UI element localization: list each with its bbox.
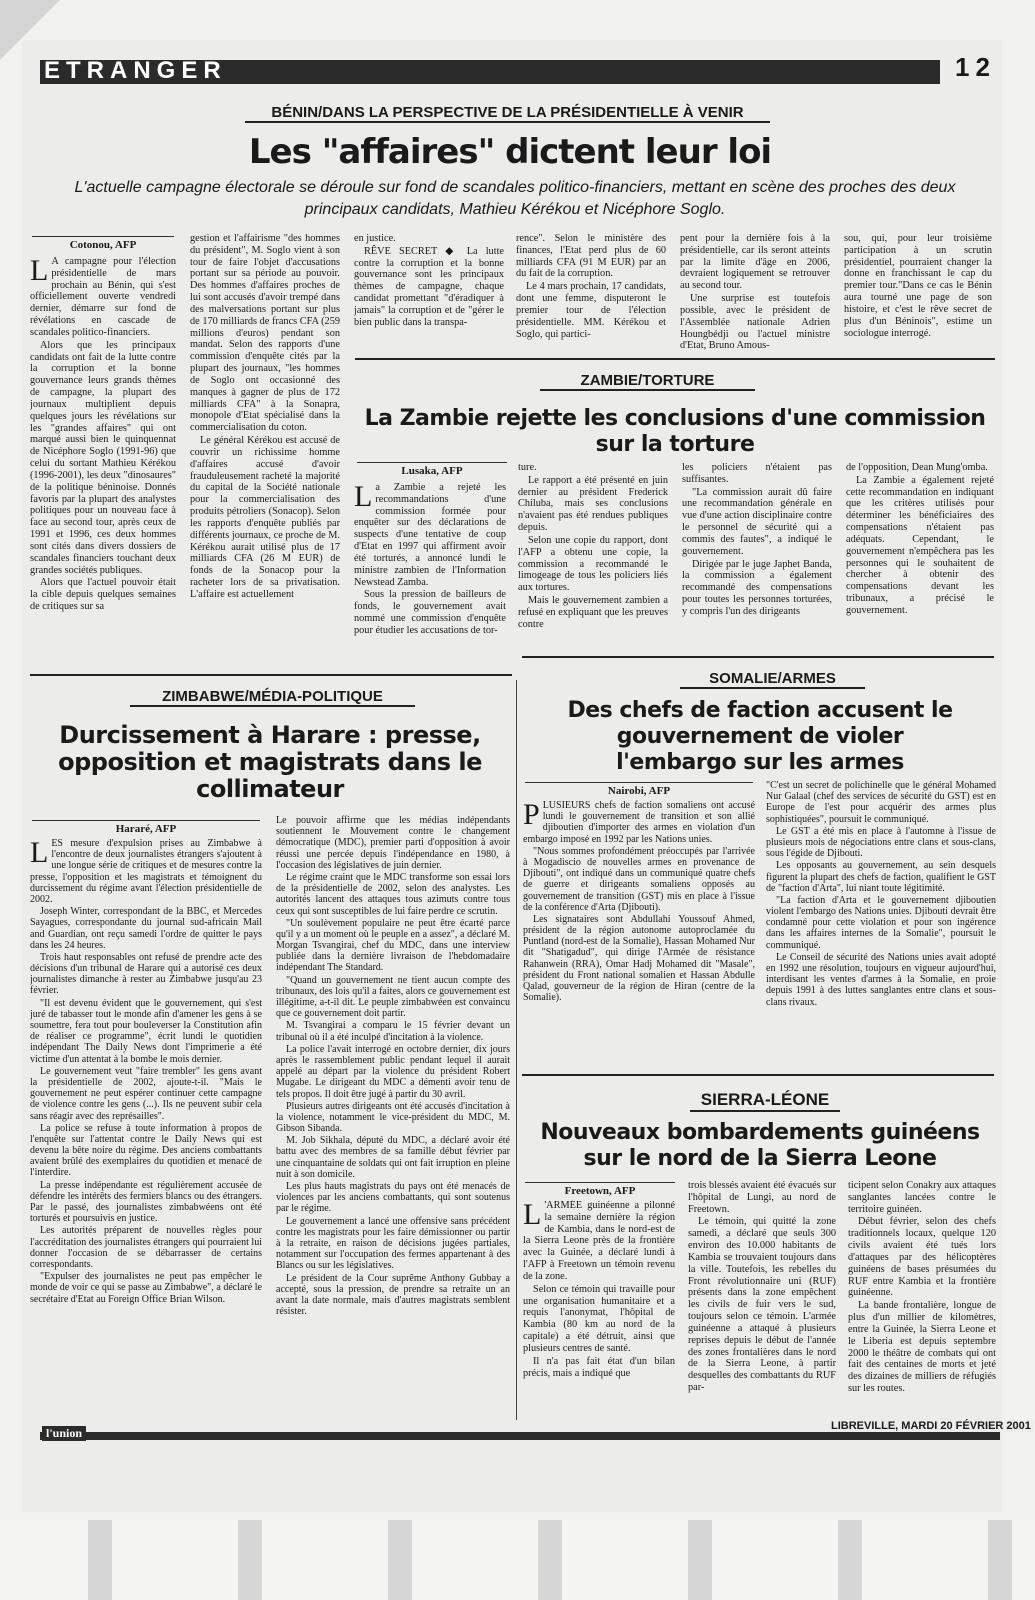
benin-kicker: BÉNIN/DANS LA PERSPECTIVE DE LA PRÉSIDENTIELLE À VENIR <box>245 104 770 123</box>
zimbabwe-col2-p6: La police l'avait interrogé en octobre dernier, dix jours après le rassemblement public pendant lequel il aurait appelé au départ par la violence du président Robert Mugabe. Le dirigeant du MDC a démenti avoir tenu de tels propos. Il doit être jugé à partir du 30 avril. <box>276 1043 510 1100</box>
sierra-column-3 <box>848 1180 996 1416</box>
benin-zambie-rule <box>355 358 995 360</box>
sierra-column-1 <box>523 1200 675 1416</box>
somalie-col2-p2: Le GST a été mis en place à l'automne à l'issue de plusieurs mois de négociations entre clans et sous-clans, sous l'égide de Djibouti. <box>766 825 996 860</box>
somalie-col1-p3: Les signataires sont Abdullahi Youssouf Ahmed, président de la région autonome autoproclamée du Puntland (nord-est de la Somalie), Hassan Mohamed Nur dit "Shatigadud", qui dirige l'Armée de résistance Rahanwein (RRA), Omar Hadj Mohamed dit "Masale", président du Front national somalien et Hassan Abdulle Qalad, gouverneur de la région de Hiran (centre de la Somalie). <box>523 913 755 1004</box>
drop-cap: L <box>30 838 49 869</box>
sierra-rule <box>522 1074 994 1076</box>
sierra-dateline: Freetown, AFP <box>525 1182 675 1197</box>
zimbabwe-col2-p1: Le pouvoir affirme que les médias indépendants soutiennent le Mouvement contre le changement démocratique (MDC), premier parti d'opposition à avoir réussi une percée depuis l'indépendance en 1980, à l'occasion des législatives de juin dernier. <box>276 815 510 871</box>
zimbabwe-col1-p3: Trois haut responsables ont refusé de prendre acte des décisions d'un tribunal de Harare qui a autorisé ces deux journalistes dimanche à rester au Zimbabwe jusqu'au 23 février. <box>30 951 262 997</box>
footer-paper-name: l'union <box>42 1426 86 1441</box>
background-fence <box>0 1520 1035 1600</box>
zambie-col4-p1: de l'opposition, Dean Mung'omba. <box>846 462 988 473</box>
zimbabwe-col2-p3: "Un soulèvement populaire ne peut être écarté parce qu'il y a un moment où le peuple en a assez", a déclaré M. Morgan Tsvangirai, chef du MDC, dans une interview publiée dans la dernière livraison de l'hebdomadaire indépendant The Standard. <box>276 917 510 974</box>
somalie-column-2 <box>766 780 996 1068</box>
zimbabwe-col2-p5: M. Tsvangirai a comparu le 15 février devant un tribunal où il a été inculpé d'incitation à la violence. <box>276 1020 510 1043</box>
sierra-col1-p2: Selon ce témoin qui travaille pour une organisation humanitaire et a requis l'anonymat, l'hôpital de Kambia (80 km au nord de la capitale) a été détruit, ainsi que plusieurs centres de santé. <box>523 1283 675 1354</box>
zimbabwe-col2-p2: Le régime craint que le MDC transforme son essai lors de la présidentielle de 2002, selon des analystes. Les autorités lancent des attaques tous azimuts contre tous ceux qui sont susceptibles de lui faire perdre ce scrutin. <box>276 871 510 917</box>
drop-cap: L <box>354 482 373 513</box>
sierra-headline: Nouveaux bombardements guinéens sur le nord de la Sierra Leone <box>540 1120 980 1171</box>
zambie-col4-p2: La Zambie a également rejeté cette recommandation en indiquant que les critères utilisés pour déterminer les bénéficiaires des compensations n'étaient pas adéquats. Cependant, le gouvernement n'empêchera pas les personnes qui le souhaitent de chercher à obtenir des compensations devant les tribunaux, a précisé le gouvernement. <box>846 474 994 616</box>
benin-column-1 <box>30 256 176 666</box>
page-number: 12 <box>955 52 996 82</box>
zimbabwe-col2-p11: Le président de la Cour suprême Anthony Gubbay a accepté, sous la pression, de prendre sa retraite un an avant la date normale, mais d'autres magistrats semblent résister. <box>276 1272 510 1318</box>
zambie-dateline: Lusaka, AFP <box>357 462 507 477</box>
zambie-col2-p3: Selon une copie du rapport, dont l'AFP a obtenu une copie, la commission a recommandé le limogeage de tous les policiers liés aux tortures. <box>518 534 668 594</box>
zimbabwe-col1-p1: ES mesure d'expulsion prises au Zimbabwe à l'encontre de deux journalistes étrangers s'ajoutent à une longue série de critiques et de mesures contre la presse, l'opposition et les magistrats et témoignent du durcissement du régime avant l'élection présidentielle de 2002. <box>30 838 262 905</box>
benin-col2-p2: Le général Kérékou est accusé de couvrir un richissime homme d'affaires accusé d'avoir frauduleusement racheté la majorité du capital de la Société nationale pour la commercialisation des produits pétroliers (Sonacop). Selon les rapports d'enquête publiés par différents journaux, ce proche de M. Kérékou aurait utilisé plus de 17 milliards CFA (26 M EUR) de fonds de la Sonacop pour la racheter lors de sa privatisation. L'affaire est actuellement <box>190 435 340 600</box>
zambie-column-3 <box>682 462 832 662</box>
sierra-column-2 <box>688 1180 836 1416</box>
zambie-col2-p2: Le rapport a été présenté en juin dernier au président Frederick Chiluba, mais ses conclusions n'avaient pas été rendues publiques depuis. <box>518 474 668 534</box>
zimbabwe-column-1 <box>30 838 262 1418</box>
benin-column-4 <box>516 233 666 353</box>
zimbabwe-col1-p9: "Expulser des journalistes ne peut pas empêcher le monde de voir ce qui se passe au Zimbabwe", a déclaré le secrétaire d'Etat au Foreign Office Brian Wilson. <box>30 1271 262 1305</box>
zimbabwe-rule <box>30 674 512 676</box>
zambie-column-2 <box>518 462 668 662</box>
benin-col4-p2: Le 4 mars prochain, 17 candidats, dont une femme, disputeront le premier tour de l'élection présidentielle. MM. Kérékou et Soglo, qui partici- <box>516 281 666 340</box>
zimbabwe-headline: Durcissement à Harare : presse, opposition et magistrats dans le collimateur <box>58 721 482 803</box>
somalie-headline: Des chefs de faction accusent le gouvernement de violer l'embargo sur les armes <box>567 698 953 775</box>
somalie-col2-p5: Le Conseil de sécurité des Nations unies avait adopté en 1992 une résolution, toujours en vigueur aujourd'hui, interdisant les ventes d'armes à la Somalie, en proie depuis 1991 à des luttes sanglantes entre clans et sous-clans rivaux. <box>766 951 996 1008</box>
zimbabwe-col2-p7: Plusieurs autres dirigeants ont été accusés d'incitation à la violence, notamment le vice-président du MDC, M. Gibson Sibanda. <box>276 1100 510 1135</box>
benin-col5-p2: Une surprise est toutefois possible, avec le président de l'Assemblée nationale Adrien Houngbédji ou l'actuel ministre d'Etat, Bruno Amous- <box>680 293 830 352</box>
footer-date: LIBREVILLE, MARDI 20 FÉVRIER 2001 <box>828 1420 1034 1432</box>
somalie-col1-p2: "Nous sommes profondément préoccupés par l'arrivée à Mogadiscio de nouvelles armes en provenance de Djibouti", ont indiqué dans un communiqué quatre chefs de guerre et dirigeants somaliens opposés au gouvernement de transition (GST) mis en place à l'issue de la conférence d'Arta (Djibouti). <box>523 845 755 913</box>
somalie-column-1 <box>523 800 755 1068</box>
zimbabwe-column-2 <box>276 815 510 1418</box>
zambie-headline: La Zambie rejette les conclusions d'une commission sur la torture <box>364 406 986 458</box>
zambie-col3-p2: "La commission aurait dû faire une recommandation générale en vue d'une action disciplinaire contre le personnel de sécurité qui a commis des fautes", a indiqué le gouvernement. <box>682 486 832 557</box>
zimbabwe-col2-p9: Les plus hauts magistrats du pays ont été menacés de violences par les anciens combattants, qui sont soutenus par le régime. <box>276 1181 510 1215</box>
benin-column-3 <box>354 233 504 353</box>
zimbabwe-dateline: Hararé, AFP <box>32 820 260 835</box>
benin-column-5 <box>680 233 830 353</box>
benin-col1-p2: Alors que les principaux candidats ont fait de la lutte contre la corruption et la bonne gouvernance leurs grands thèmes de campagne, la plupart des journaux multiplient depuis quelques jours les révélations sur les "grandes affaires" qui ont marqué aussi bien le quinquennat de Nicéphore Soglo (1991-96) que celui du sortant Mathieu Kérékou (1996-2001), les deux "dinosaures" de la politique béninoise. Donnés favoris par la plupart des analystes politiques pour un nouveau face à face au second tour, après ceux de 1991 et 1996, ces deux hommes sont cités dans divers dossiers de scandales financiers touchant deux grandes sociétés publiques. <box>30 339 176 576</box>
footer-bar <box>40 1432 1000 1440</box>
benin-column-6 <box>844 233 992 353</box>
sierra-col3-p3: La bande frontalière, longue de plus d'un millier de kilomètres, entre la Guinée, la Sierra Leone et le Liberia est depuis septembre 2000 le théâtre de combats qui ont fait des centaines de morts et jeté des dizaines de milliers de réfugiés sur les routes. <box>848 1300 996 1395</box>
zambie-col1-p2: Sous la pression de bailleurs de fonds, le gouvernement avait nommé une commission d'enquête pour étudier les accusations de tor- <box>354 589 506 636</box>
benin-deck: L'actuelle campagne électorale se déroule sur fond de scandales politico-financiers, mettant en scène des proches des deux principaux candidats, Mathieu Kérékou et Nicéphore Soglo. <box>74 179 956 218</box>
benin-col1-p1: A campagne pour l'élection présidentielle de mars prochain au Bénin, qui s'est officiellement ouverte vendredi dernier, démarre sur fond de révélations en cascade de scandales politico-financiers. <box>30 256 176 338</box>
somalie-col2-p3: Les opposants au gouvernement, au sein desquels figurent la plupart des chefs de faction, qualifient le GST de "faction d'Arta", lui niant toute légitimité. <box>766 860 996 894</box>
benin-col2-p1: gestion et l'affairisme "des hommes du président", M. Soglo vient à son tour de faire l'objet d'accusations portant sur sa période au pouvoir. Des hommes d'affaires proches de lui sont accusés d'avoir trempé dans des malversations portant sur plus de 170 milliards de francs CFA (259 millions d'euros) pendant son mandat. Selon des rapports d'une commission d'enquête cités par la plupart des journaux, "les hommes de Soglo ont occasionné des manques à gagner de plus de 172 milliards CFA" à la Sonapra, monopole d'Etat spécialisé dans la commercialisation du coton. <box>190 233 340 434</box>
drop-cap: L <box>30 256 49 287</box>
benin-col4-p1: rence". Selon le ministère des finances, l'Etat perd plus de 60 milliards CFA (91 M EUR) par an du fait de la corruption. <box>516 233 666 280</box>
zimbabwe-col1-p7: La presse indépendante est régulièrement accusée de défendre les intérêts des fermiers blancs ou des étrangers. Par le passé, des journalistes zimbabwéens ont été torturés et poursuivis en justice. <box>30 1179 262 1225</box>
somalie-dateline: Nairobi, AFP <box>525 782 753 797</box>
sierra-col3-p1: ticipent selon Conakry aux attaques sanglantes lancées contre le territoire guinéen. <box>848 1180 996 1215</box>
zambie-column-4 <box>846 462 994 662</box>
somalie-col1-p1: LUSIEURS chefs de faction somaliens ont accusé lundi le gouvernement de transition et son allié djiboutien d'importer des armes en violation d'un embargo imposé en 1992 par les Nations unies. <box>523 800 755 845</box>
benin-dateline: Cotonou, AFP <box>32 236 174 251</box>
benin-col3-p2: RÊVE SECRET ◆ La lutte contre la corruption et la bonne gouvernance sont les principaux thèmes de campagne, chaque candidat promettant "d'éradiquer à jamais" la corruption et de "gérer le bien public dans la transpa- <box>354 245 504 328</box>
drop-cap: P <box>523 800 540 831</box>
benin-column-2 <box>190 233 340 663</box>
zimbabwe-kicker: ZIMBABWE/MÉDIA-POLITIQUE <box>130 688 415 707</box>
zimbabwe-col1-p2: Joseph Winter, correspondant de la BBC, et Mercedes Sayagues, correspondante du journal sud-africain Mail and Guardian, ont reçu samedi l'ordre de quitter le pays dans les 24 heures. <box>30 906 262 951</box>
zimbabwe-col1-p4: "Il est devenu évident que le gouvernement, qui s'est juré de tabasser tout le monde afin d'amener les gens à se soumettre, fera tout pour bouleverser la Constitution afin de réaliser ce programme", écrit lundi le quotidien indépendant The Daily News dont l'imprimerie a été victime d'un attentat à la bombe le mois dernier. <box>30 997 262 1065</box>
zambie-kicker: ZAMBIE/TORTURE <box>540 372 755 391</box>
zimbabwe-col1-p5: Le gouvernement veut "faire trembler" les gens avant la présidentielle de 2002, ajoute-t-il. "Mais le gouvernement ne peut espérer continuer cette campagne de violence contre les gens (...). Ils ne peuvent subir cela sans réagir avec des représailles". <box>30 1065 262 1122</box>
section-label: ETRANGER <box>44 57 227 84</box>
zambie-col1-p1: a Zambie a rejeté les recommandations d'une commission formée pour enquêter sur des déclarations de suspects d'une tentative de coup d'Etat en 1997 qui affirment avoir été torturés, a annoncé lundi le ministre zambien de l'Information Newstead Zamba. <box>354 482 506 588</box>
zambie-column-1 <box>354 482 506 664</box>
zambie-col2-p1: ture. <box>518 462 537 473</box>
zimbabwe-col2-p8: M. Job Sikhala, député du MDC, a déclaré avoir été battu avec des membres de sa famille début février par une cinquantaine de soldats qui ont fait irruption en pleine nuit à son domicile. <box>276 1135 510 1180</box>
benin-col3-p1: en justice. <box>354 233 396 244</box>
benin-headline: Les "affaires" dictent leur loi <box>248 132 772 172</box>
sierra-kicker: SIERRA-LÉONE <box>690 1090 840 1112</box>
somalie-col2-p4: "La faction d'Arta et le gouvernement djiboutien violent l'embargo des Nations unies. Djibouti devrait être condamné pour cette violation et pour son ingérence dans les affaires internes de la Somalie", poursuit le communiqué. <box>766 894 996 951</box>
benin-col1-p3: Alors que l'actuel pouvoir était la cible depuis quelques semaines de critiques sur sa <box>30 577 176 613</box>
zimbabwe-col1-p6: La police se refuse à toute information à propos de l'enquête sur l'attentat contre le Daily News qui est devenu la bête noire du régime. Des anciens combattants avaient brûlé des exemplaires du quotidien et menacé de l'interdire. <box>30 1122 262 1179</box>
benin-col6-p1: sou, qui, pour leur troisième participation à un scrutin présidentiel, pourraient changer la donne en franchissant le cap du premier tour."Dans ce cas le Bénin aura tourné une page de son histoire, et c'est le rêve secret de plus d'un Béninois", estime un sociologue interrogé. <box>844 233 992 339</box>
somalie-rule <box>522 656 994 658</box>
somalie-col2-p1: "C'est un secret de polichinelle que le général Mohamed Nur Galaal (chef des services de sécurité du GST) est en Europe de l'est pour acquérir des armes plus sophistiquées", poursuit le communiqué. <box>766 780 996 825</box>
drop-cap: L <box>523 1200 542 1231</box>
benin-col5-p1: pent pour la dernière fois à la présidentielle, car ils seront atteints par la limite d'âge en 2006, devraient logiquement se retrouver au second tour. <box>680 233 830 292</box>
somalie-kicker: SOMALIE/ARMES <box>680 670 865 689</box>
sierra-col1-p3: Il n'a pas fait état d'un bilan précis, mais a indiqué que <box>523 1355 675 1379</box>
zimbabwe-col2-p4: "Quand un gouvernement ne tient aucun compte des tribunaux, des lois qu'il a faites, alors ce gouvernement est illégitime, a-t-il dit. Le peuple zimbabwéen est convaincu que ce gouvernement doit partir. <box>276 974 510 1020</box>
sierra-col3-p2: Début février, selon des chefs traditionnels locaux, quelque 120 civils avaient été tués lors d'attaques par des hélicoptères guinéens de bases présumées du RUF entre Kambia et la frontière guinéenne. <box>848 1216 996 1299</box>
zambie-col3-p3: Dirigée par le juge Japhet Banda, la commission a également recommandé des compensations pour toutes les personnes torturées, y compris l'un des dirigeants <box>682 558 832 617</box>
zambie-col3-p1: les policiers n'étaient pas suffisantes. <box>682 462 832 485</box>
sierra-col2-p1: trois blessés avaient été évacués sur l'hôpital de Lungi, au nord de Freetown. <box>688 1180 836 1215</box>
sierra-col2-p2: Le témoin, qui quitté la zone samedi, a déclaré que seuls 300 environ des 10.000 habitants de Kambia se trouvaient toujours dans la ville. Toutefois, les rebelles du Front révolutionnaire uni (RUF) présents dans la zone empêchent les civils de fuir vers le sud, toujours selon ce témoin. L'armée guinéenne a attaqué à plusieurs reprises depuis le début de l'année des zones frontalières dans le nord de la Sierra Leone, à partir desquelles des combattants du RUF par- <box>688 1216 836 1394</box>
zimbabwe-col2-p10: Le gouvernement a lancé une offensive sans précédent contre les magistrats pour les faire démissionner ou partir à la retraite, en raison de décisions jugées partiales, notamment sur l'occupation des fermes appartenant à des Blancs ou sur les législatives. <box>276 1215 510 1272</box>
column-divider <box>516 680 517 1420</box>
zimbabwe-col1-p8: Les autorités préparent de nouvelles règles pour l'accréditation des journalistes étrangers qui pourraient lui donner l'occasion de se débarrasser de certains correspondants. <box>30 1225 262 1270</box>
zambie-col2-p4: Mais le gouvernement zambien a refusé en expliquant que les preuves contre <box>518 595 668 630</box>
sierra-col1-p1: 'ARMÉE guinéenne a pilonné la semaine dernière la région de Kambia, dans le nord-est de la Sierra Leone près de la frontière avec la Guinée, a déclaré lundi à l'AFP à Freetown un témoin revenu de la zone. <box>523 1200 675 1282</box>
